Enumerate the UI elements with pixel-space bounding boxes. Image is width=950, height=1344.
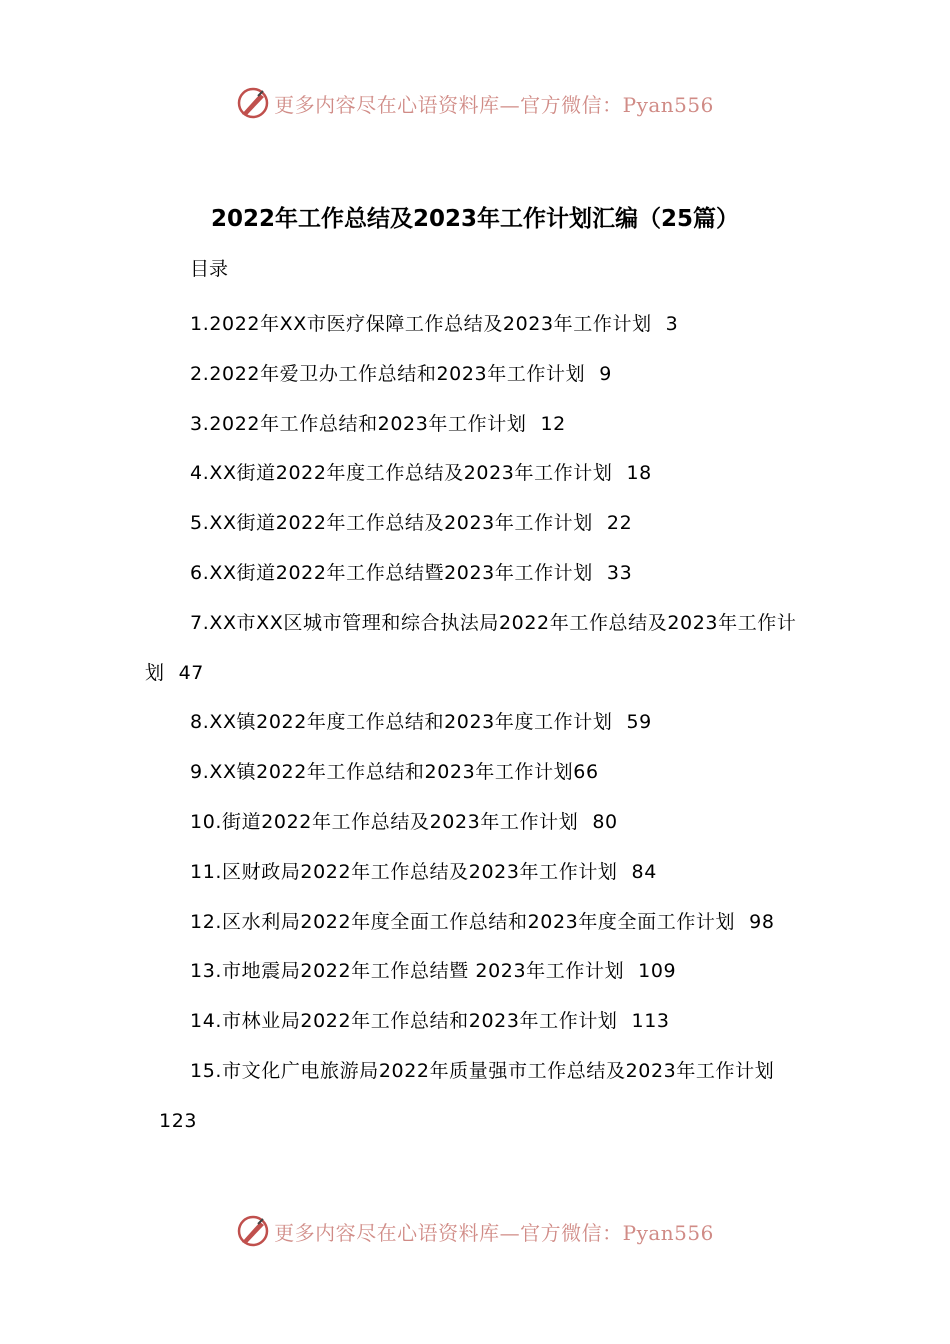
toc-item-text: 5.XX街道2022年工作总结及2023年工作计划 bbox=[190, 512, 593, 535]
toc-item[interactable] bbox=[145, 947, 810, 997]
toc-item[interactable] bbox=[145, 997, 810, 1047]
toc-item-page: 84 bbox=[631, 860, 657, 883]
pen-circle-logo-icon bbox=[236, 86, 270, 120]
toc-item[interactable] bbox=[145, 449, 810, 499]
toc-item[interactable] bbox=[145, 698, 810, 748]
toc-item-text: 1.2022年XX市医疗保障工作总结及2023年工作计划 bbox=[190, 313, 652, 335]
toc-item[interactable] bbox=[145, 400, 810, 450]
watermark-text: 更多内容尽在心语资料库—官方微信：Pyan556 bbox=[274, 1220, 714, 1245]
toc-item[interactable] bbox=[145, 848, 810, 898]
toc-item[interactable] bbox=[145, 898, 810, 948]
toc-item-page: 47 bbox=[178, 661, 204, 684]
toc-item-page: 80 bbox=[592, 810, 618, 833]
table-of-contents bbox=[145, 250, 810, 1147]
toc-item-text: 12.区水利局2022年度全面工作总结和2023年度全面工作计划 bbox=[190, 910, 736, 933]
toc-item-text: 14.市林业局2022年工作总结和2023年工作计划 bbox=[190, 1010, 618, 1033]
toc-item-text: 6.XX街道2022年工作总结暨2023年工作计划 bbox=[190, 561, 593, 584]
toc-item-text: 7.XX市XX区城市管理和综合执法局2022年工作总结及2023年工作计划 bbox=[145, 611, 797, 684]
toc-item-text: 15.市文化广电旅游局2022年质量强市工作总结及2023年工作计划 bbox=[190, 1059, 775, 1082]
toc-item[interactable] bbox=[145, 300, 810, 350]
toc-item-text: 2.2022年爱卫办工作总结和2023年工作计划 bbox=[190, 362, 586, 385]
toc-item-page: 123 bbox=[159, 1109, 198, 1132]
toc-item-text: 3.2022年工作总结和2023年工作计划 bbox=[190, 412, 527, 435]
toc-item-text: 4.XX街道2022年度工作总结及2023年工作计划 bbox=[190, 462, 613, 485]
toc-item-page: 98 bbox=[749, 910, 775, 933]
watermark-banner-top bbox=[0, 83, 950, 123]
toc-item[interactable] bbox=[145, 350, 810, 400]
toc-item-page: 113 bbox=[631, 1010, 670, 1033]
toc-item-page: 33 bbox=[606, 561, 633, 584]
document-title: 2022年工作总结及2023年工作计划汇编（25篇） bbox=[210, 206, 740, 232]
toc-item[interactable] bbox=[145, 748, 810, 798]
toc-item-page: 59 bbox=[626, 711, 652, 734]
toc-item-page: 22 bbox=[606, 512, 633, 535]
toc-item-page: 18 bbox=[626, 462, 652, 485]
toc-item-page: 3 bbox=[665, 313, 679, 335]
toc-item-page: 66 bbox=[573, 761, 599, 784]
toc-item[interactable] bbox=[145, 798, 810, 848]
toc-item[interactable] bbox=[145, 599, 810, 699]
toc-item-text: 11.区财政局2022年工作总结及2023年工作计划 bbox=[190, 860, 618, 883]
toc-item-text: 8.XX镇2022年度工作总结和2023年度工作计划 bbox=[190, 711, 613, 734]
toc-item[interactable] bbox=[145, 549, 810, 599]
toc-item[interactable] bbox=[145, 499, 810, 549]
toc-item-text: 10.街道2022年工作总结及2023年工作计划 bbox=[190, 810, 579, 833]
toc-item-page: 12 bbox=[540, 412, 566, 435]
toc-item-text: 13.市地震局2022年工作总结暨 2023年工作计划 bbox=[190, 960, 625, 983]
pen-circle-logo-icon bbox=[236, 1214, 270, 1248]
toc-item-page: 9 bbox=[599, 362, 612, 385]
watermark-banner-bottom bbox=[0, 1211, 950, 1251]
toc-item-text: 9.XX镇2022年工作总结和2023年工作计划 bbox=[190, 761, 574, 784]
toc-item-page: 109 bbox=[638, 960, 677, 983]
toc-item[interactable] bbox=[145, 1047, 810, 1147]
watermark-text: 更多内容尽在心语资料库—官方微信：Pyan556 bbox=[274, 92, 714, 117]
toc-heading: 目录 bbox=[190, 258, 229, 280]
